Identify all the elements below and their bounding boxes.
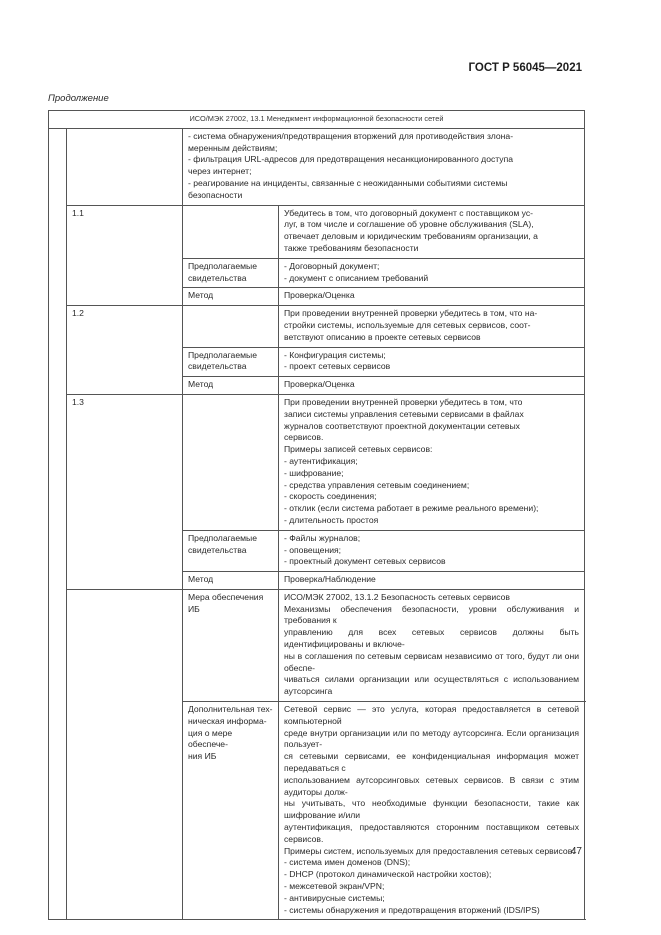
evidence-list: - Конфигурация системы; - проект сетевых сервисов: [279, 347, 585, 377]
method-value: Проверка/Оценка: [279, 288, 585, 306]
text-line: - реагирование на инциденты, связанные с неожиданными событиями системы: [188, 177, 508, 188]
text-line: - фильтрация URL-адресов для предотвращения несанкционированного доступа: [188, 154, 514, 165]
item-text: При проведении внутренней проверки убедитесь в том, что записи системы управления сетевыми сервисами в файлах журналов соответствуют проектной документации сетевых сервисов. Примеры записей сетевых сервисов: - аутентификация; - шифрование; - средства управления сетевым соединением; - скорость соединения; - отклик (если система работает в режиме реального времени); - длительность простоя: [279, 394, 585, 530]
measure-label: Мера обеспечения ИБ: [183, 589, 279, 701]
evidence-list: - Договорный документ; - документ с описанием требований: [279, 258, 585, 288]
evidence-label: Предполагаемые свидетельства: [183, 258, 279, 288]
method-value: Проверка/Оценка: [279, 377, 585, 395]
method-label: Метод: [183, 572, 279, 590]
item-number: 1.2: [67, 306, 183, 395]
top-text-cell: [183, 128, 585, 205]
page-number: 47: [570, 846, 582, 857]
text-line: через интернет;: [188, 166, 252, 177]
table-header: ИСО/МЭК 27002, 13.1 Менеджмент информационной безопасности сетей: [49, 111, 585, 129]
requirements-table: [48, 110, 585, 920]
text-line: меренным действиям;: [188, 142, 278, 153]
method-label: Метод: [183, 377, 279, 395]
method-value: Проверка/Наблюдение: [279, 572, 585, 590]
item-text: Убедитесь в том, что договорный документ с поставщиком ус- луг, в том числе и соглашение об уровне обслуживания (SLA), отвечает деловым и юридическим требованиям организации, а также требованиям безопасности: [279, 205, 585, 258]
evidence-list: - Файлы журналов; - оповещения; - проектный документ сетевых сервисов: [279, 530, 585, 571]
measure-text: ИСО/МЭК 27002, 13.1.2 Безопасность сетевых сервисов Механизмы обеспечения безопасности, уровни обслуживания и требования к управлению для всех сетевых сервисов должны быть идентифицированы и включе- ны в соглашения по сетевым сервисам независимо от того, будут ли они обеспе- чиваться силами организации или осуществляться с использованием аутсорсинга: [279, 589, 585, 701]
continuation-label: Продолжение: [48, 93, 109, 104]
left-margin-column: [49, 128, 67, 920]
evidence-label: Предполагаемые свидетельства: [183, 530, 279, 571]
text-line: безопасности: [188, 189, 243, 200]
standard-number: ГОСТ Р 56045—2021: [468, 62, 582, 74]
item-text: При проведении внутренней проверки убедитесь в том, что на- стройки системы, используемые для сетевых сервисов, соот- ветствуют описанию в проекте сетевых сервисов: [279, 306, 585, 347]
evidence-label: Предполагаемые свидетельства: [183, 347, 279, 377]
item-number: 1.1: [67, 205, 183, 306]
item-number: 1.3: [67, 394, 183, 589]
text-line: - система обнаружения/предотвращения вторжений для противодействия злона-: [188, 130, 514, 141]
additional-info-label: Дополнительная тех- ническая информа- ция о мере обеспече- ния ИБ: [183, 702, 279, 920]
method-label: Метод: [183, 288, 279, 306]
additional-info-text: Сетевой сервис — это услуга, которая предоставляется в сетевой компьютерной среде внутри организации или по методу аутсорсинга. Если организация пользует- ся сетевыми сервисами, ее конфиденциальная информация может передаваться с использованием аутсорсинговых сетевых сервисов. В связи с этим аудиторы долж- ны учитывать, что необходимые функции безопасности, такие как шифрование и/или аутентификация, предоставляются сторонним поставщиком сетевых сервисов. Примеры систем, используемых для предоставления сетевых сервисов: - система имен доменов (DNS); - DHCP (протокол динамической настройки хостов); - межсетевой экран/VPN; - антивирусные системы; - системы обнаружения и предотвращения вторжений (IDS/IPS): [279, 702, 585, 920]
